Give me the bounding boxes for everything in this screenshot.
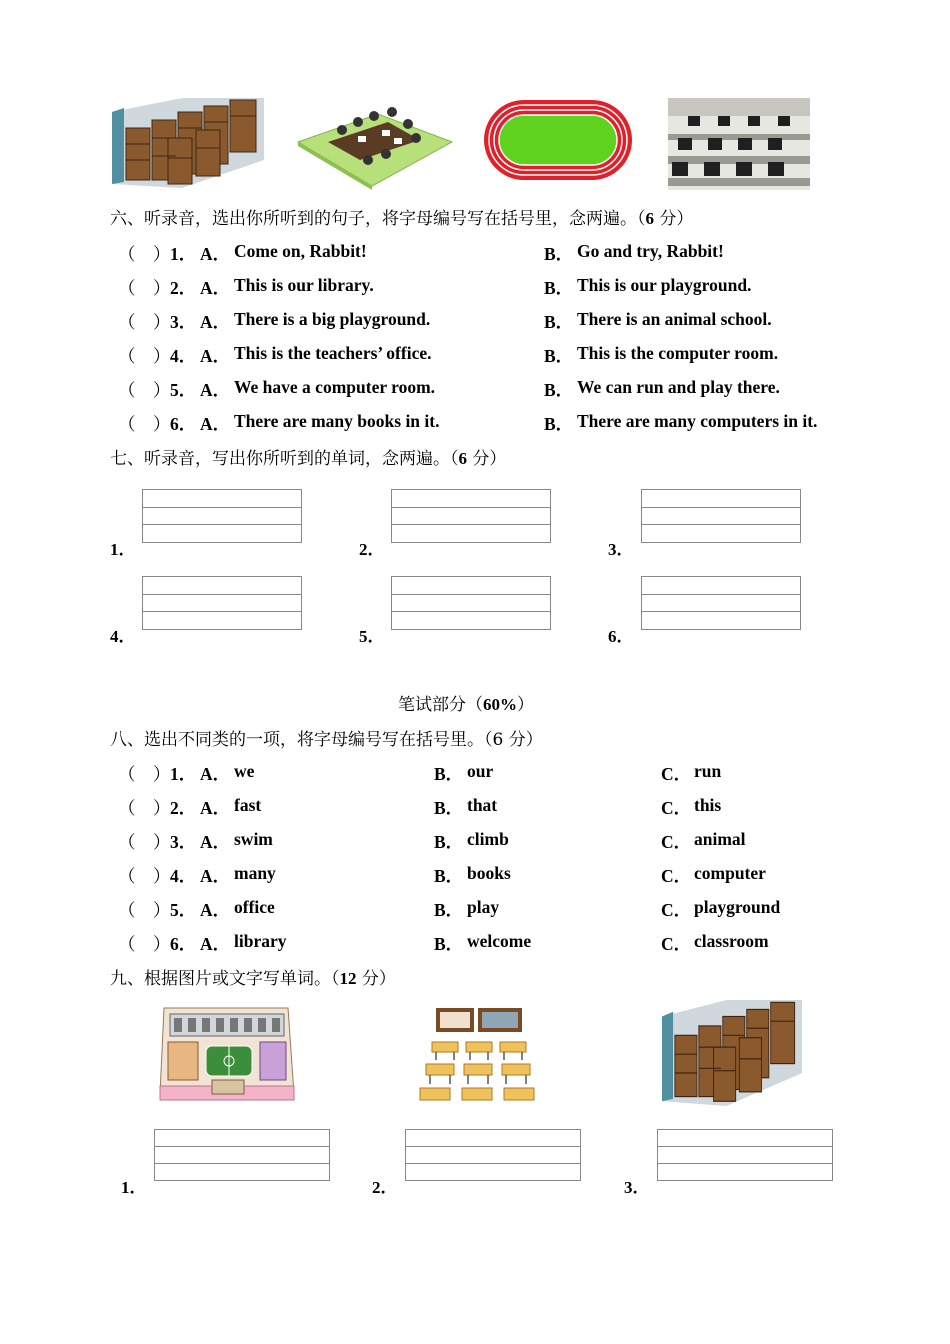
option-b-label: B． xyxy=(544,312,574,332)
question-row xyxy=(0,931,950,955)
option-c-label: C． xyxy=(661,934,692,954)
option-b-label: B． xyxy=(434,832,464,852)
option-a: library xyxy=(234,931,287,951)
option-a: This is our library. xyxy=(234,275,374,295)
answer-number: 2． xyxy=(359,540,385,559)
computer-room-image xyxy=(668,98,810,190)
question-row xyxy=(0,275,950,299)
answer-blank[interactable]: （ ） xyxy=(118,244,171,264)
writing-lines-2[interactable] xyxy=(391,489,551,543)
section7-title: 七、听录音，写出你所听到的单词，念两遍。（6 分） xyxy=(110,449,507,469)
answer-blank[interactable]: （ ） xyxy=(118,346,171,366)
option-b: Go and try, Rabbit! xyxy=(577,241,724,261)
answer-number: 6． xyxy=(608,627,634,646)
answer-number: 1． xyxy=(121,1178,147,1197)
question-row xyxy=(0,897,950,921)
option-a: There is a big playground. xyxy=(234,309,431,329)
question-row xyxy=(0,829,950,853)
option-a-label: A． xyxy=(200,312,231,332)
question-number: 6． xyxy=(170,414,197,434)
option-b: There are many computers in it. xyxy=(577,411,818,431)
option-a-label: A． xyxy=(200,346,231,366)
option-a-label: A． xyxy=(200,832,231,852)
question-number: 5． xyxy=(170,900,197,920)
answer-number: 1． xyxy=(110,540,136,559)
answer-number: 2． xyxy=(372,1178,398,1197)
option-b: that xyxy=(467,795,498,815)
answer-number: 3． xyxy=(624,1178,650,1197)
option-b: our xyxy=(467,761,494,781)
option-c: classroom xyxy=(694,931,769,951)
writing-lines-9-2[interactable] xyxy=(405,1129,581,1181)
question-number: 6． xyxy=(170,934,197,954)
writing-lines-9-3[interactable] xyxy=(657,1129,833,1181)
question-row xyxy=(0,377,950,401)
question-number: 3． xyxy=(170,312,197,332)
question-row xyxy=(0,795,950,819)
option-b: This is the computer room. xyxy=(577,343,779,363)
option-b: This is our playground. xyxy=(577,275,752,295)
answer-blank[interactable]: （ ） xyxy=(118,934,171,954)
answer-blank[interactable]: （ ） xyxy=(118,414,171,434)
answer-blank[interactable]: （ ） xyxy=(118,764,171,784)
option-a: We have a computer room. xyxy=(234,377,436,397)
option-a: we xyxy=(234,761,255,781)
office-image xyxy=(298,98,452,186)
option-a: swim xyxy=(234,829,273,849)
option-c-label: C． xyxy=(661,798,692,818)
classroom-image xyxy=(416,1008,542,1104)
writing-lines-5[interactable] xyxy=(391,576,551,630)
option-c: playground xyxy=(694,897,781,917)
question-row xyxy=(0,863,950,887)
option-a-label: A． xyxy=(200,244,231,264)
answer-number: 3． xyxy=(608,540,634,559)
writing-lines-3[interactable] xyxy=(641,489,801,543)
option-b-label: B． xyxy=(544,380,574,400)
option-a-label: A． xyxy=(200,380,231,400)
option-a: Come on, Rabbit! xyxy=(234,241,367,261)
section8-title: 八、选出不同类的一项，将字母编号写在括号里。（6 分） xyxy=(110,730,543,750)
option-c: computer xyxy=(694,863,766,883)
question-number: 4． xyxy=(170,866,197,886)
answer-number: 4． xyxy=(110,627,136,646)
written-part-title: 笔试部分（60%） xyxy=(398,695,534,715)
option-a-label: A． xyxy=(200,278,231,298)
writing-lines-1[interactable] xyxy=(142,489,302,543)
question-row xyxy=(0,241,950,265)
answer-blank[interactable]: （ ） xyxy=(118,866,171,886)
option-a-label: A． xyxy=(200,764,231,784)
option-a: There are many books in it. xyxy=(234,411,440,431)
answer-blank[interactable]: （ ） xyxy=(118,900,171,920)
option-a-label: A． xyxy=(200,900,231,920)
answer-blank[interactable]: （ ） xyxy=(118,380,171,400)
answer-number: 5． xyxy=(359,627,385,646)
option-c: this xyxy=(694,795,722,815)
answer-blank[interactable]: （ ） xyxy=(118,798,171,818)
option-b-label: B． xyxy=(544,278,574,298)
option-b-label: B． xyxy=(544,346,574,366)
answer-blank[interactable]: （ ） xyxy=(118,312,171,332)
question-number: 2． xyxy=(170,278,197,298)
option-b-label: B． xyxy=(434,798,464,818)
school-map-image xyxy=(160,1006,294,1102)
option-a-label: A． xyxy=(200,414,231,434)
option-a-label: A． xyxy=(200,866,231,886)
library-image xyxy=(662,1000,802,1106)
option-b-label: B． xyxy=(434,764,464,784)
question-row xyxy=(0,343,950,367)
option-c-label: C． xyxy=(661,764,692,784)
option-b: There is an animal school. xyxy=(577,309,772,329)
option-b: welcome xyxy=(467,931,532,951)
library-image xyxy=(112,98,264,188)
option-a: This is the teachers’ office. xyxy=(234,343,432,363)
option-b: climb xyxy=(467,829,509,849)
option-c: animal xyxy=(694,829,746,849)
question-number: 3． xyxy=(170,832,197,852)
question-row xyxy=(0,309,950,333)
section6-title: 六、听录音，选出你所听到的句子，将字母编号写在括号里，念两遍。（6 分） xyxy=(110,209,694,229)
section9-title: 九、根据图片或文字写单词。（12 分） xyxy=(110,969,396,989)
question-number: 2． xyxy=(170,798,197,818)
option-a: many xyxy=(234,863,276,883)
option-b-label: B． xyxy=(434,900,464,920)
writing-lines-4[interactable] xyxy=(142,576,302,630)
writing-lines-6[interactable] xyxy=(641,576,801,630)
question-row xyxy=(0,411,950,435)
option-b: play xyxy=(467,897,500,917)
option-a-label: A． xyxy=(200,934,231,954)
option-c-label: C． xyxy=(661,832,692,852)
option-b-label: B． xyxy=(434,866,464,886)
option-c: run xyxy=(694,761,722,781)
question-number: 4． xyxy=(170,346,197,366)
option-b-label: B． xyxy=(544,414,574,434)
question-number: 5． xyxy=(170,380,197,400)
option-a: office xyxy=(234,897,275,917)
option-b-label: B． xyxy=(434,934,464,954)
option-b: books xyxy=(467,863,511,883)
playground-image xyxy=(484,100,632,180)
answer-blank[interactable]: （ ） xyxy=(118,278,171,298)
option-a: fast xyxy=(234,795,262,815)
option-a-label: A． xyxy=(200,798,231,818)
option-c-label: C． xyxy=(661,900,692,920)
answer-blank[interactable]: （ ） xyxy=(118,832,171,852)
option-b: We can run and play there. xyxy=(577,377,780,397)
question-row xyxy=(0,761,950,785)
option-c-label: C． xyxy=(661,866,692,886)
writing-lines-9-1[interactable] xyxy=(154,1129,330,1181)
question-number: 1． xyxy=(170,244,197,264)
question-number: 1． xyxy=(170,764,197,784)
option-b-label: B． xyxy=(544,244,574,264)
